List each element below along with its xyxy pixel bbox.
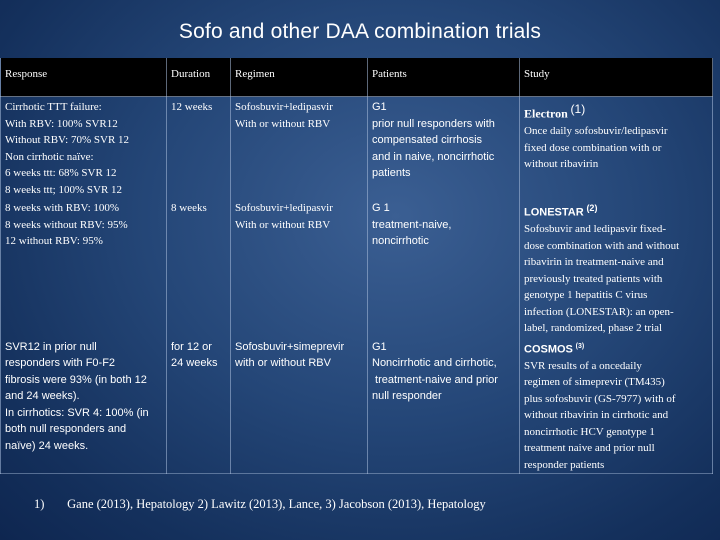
- response-cell: 8 weeks with RBV: 100% 8 weeks without RBV: 95% 12 without RBV: 95%: [1, 198, 167, 337]
- slide-title: Sofo and other DAA combination trials: [178, 20, 542, 43]
- study-ref: (2): [586, 203, 598, 213]
- table-row: [1, 97, 713, 199]
- header-response: Response: [1, 58, 167, 97]
- study-cell: Electron $^{(1)}$ Once daily sofosbuvir/ledipasvir fixed dose combination with or without ribavirin: [520, 97, 713, 199]
- patients-cell: G1 Noncirrhotic and cirrhotic, treatment-naive and prior null responder: [368, 337, 520, 474]
- header-regimen: Regimen: [231, 58, 368, 97]
- study-ref: (3): [575, 342, 585, 350]
- regimen-cell: Sofosbuvir+simeprevir with or without RBV: [231, 337, 368, 474]
- regimen-cell: Sofosbuvir+ledipasvir With or without RBV: [231, 198, 368, 337]
- table-row: [1, 198, 713, 337]
- table-row: [1, 337, 713, 474]
- references-footnote: [34, 497, 486, 512]
- reference-text: Gane (2013), Hepatology 2) Lawitz (2013), Lance, 3) Jacobson (2013), Hepatology: [67, 497, 486, 511]
- duration-cell: 12 weeks: [167, 97, 231, 199]
- study-ref: (1): [570, 102, 586, 116]
- duration-cell: for 12 or 24 weeks: [167, 337, 231, 474]
- header-duration: Duration: [167, 58, 231, 97]
- trials-table: [0, 58, 713, 474]
- regimen-cell: Sofosbuvir+ledipasvir With or without RBV: [231, 97, 368, 199]
- header-study: Study: [520, 58, 713, 97]
- table-header-row: [1, 58, 713, 97]
- reference-number: 1): [34, 497, 45, 511]
- header-patients: Patients: [368, 58, 520, 97]
- study-name: COSMOS: [524, 343, 573, 356]
- patients-cell: G1 prior null responders with compensated cirrhosis and in naive, noncirrhotic patients: [368, 97, 520, 199]
- response-cell: Cirrhotic TTT failure: With RBV: 100% SVR12 Without RBV: 70% SVR 12 Non cirrhotic naïve: 6 weeks ttt: 68% SVR 12 8 weeks ttt; 100% SVR 12: [1, 97, 167, 199]
- response-cell: SVR12 in prior null responders with F0-F2 fibrosis were 93% (in both 12 and 24 weeks). In cirrhotics: SVR 4: 100% (in both null responders and naïve) 24 weeks.: [1, 337, 167, 474]
- study-name: Electron: [524, 106, 568, 121]
- patients-cell: G 1 treatment-naive, noncirrhotic: [368, 198, 520, 337]
- study-cell: LONESTAR $^{(2)}$ Sofosbuvir and ledipasvir fixed- dose combination with and without ribavirin in treatment-naive and previously treated patients with genotype 1 hepatitis C virus infection (LONESTAR): an open- label, randomized, phase 2 trial: [520, 198, 713, 337]
- duration-cell: 8 weeks: [167, 198, 231, 337]
- study-cell: COSMOS $^{(3)}$ SVR results of a oncedaily regimen of simeprevir (TM435) plus sofosbuvir (GS-7977) with of without ribavirin in cirrhotic and noncirrhotic HCV genotype 1 treatment naive and prior null responder patients: [520, 337, 713, 474]
- study-name: LONESTAR: [524, 206, 584, 219]
